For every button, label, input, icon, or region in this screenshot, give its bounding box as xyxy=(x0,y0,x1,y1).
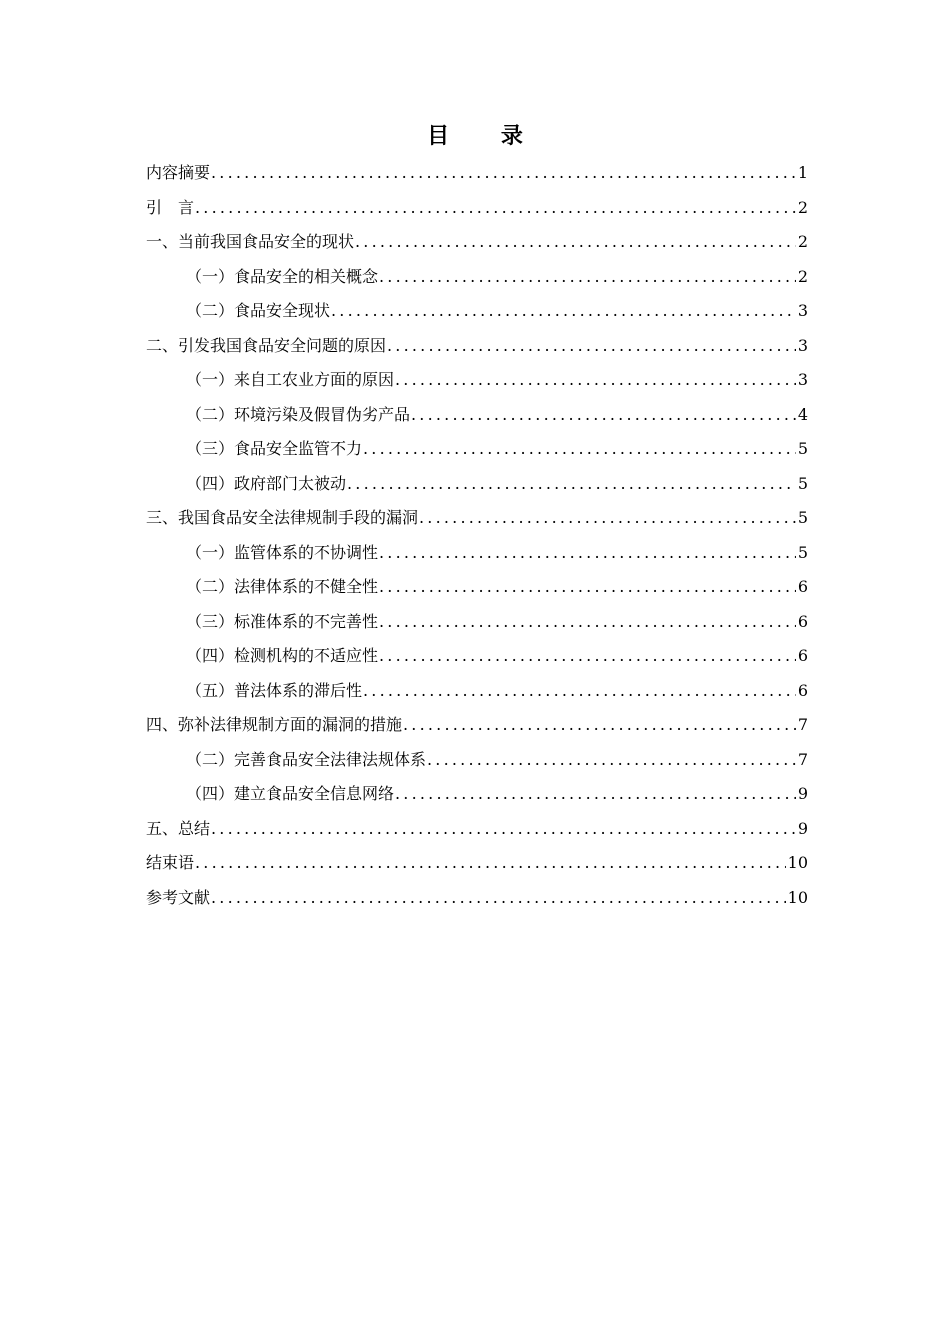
toc-entry[interactable] xyxy=(146,639,808,674)
toc-dot-leader xyxy=(347,467,796,502)
toc-entry-label: （三）食品安全监管不力 xyxy=(186,439,363,458)
toc-entry[interactable] xyxy=(146,846,808,881)
toc-title: 目 录 xyxy=(427,123,545,149)
toc-dot-leader xyxy=(379,536,796,571)
toc-dot-leader xyxy=(419,501,796,536)
toc-entry-page: 3 xyxy=(797,370,808,389)
toc-dot-leader xyxy=(379,260,796,295)
toc-entry[interactable] xyxy=(146,708,808,743)
toc-entry-page: 6 xyxy=(797,577,808,596)
toc-entry-label: 四、弥补法律规制方面的漏洞的措施 xyxy=(146,715,403,734)
toc-entry-page: 4 xyxy=(797,404,808,424)
toc-entry[interactable] xyxy=(146,467,808,502)
toc-entry-page: 7 xyxy=(797,715,808,734)
toc-entry-label: （四）检测机构的不适应性 xyxy=(186,646,379,665)
toc-entry-page: 9 xyxy=(797,784,808,803)
toc-entry[interactable] xyxy=(146,260,808,295)
toc-entry-page: 9 xyxy=(797,818,808,838)
toc-entry-page: 10 xyxy=(787,887,808,907)
toc-dot-leader xyxy=(331,294,796,329)
toc-dot-leader xyxy=(395,777,796,812)
toc-entry[interactable] xyxy=(146,743,808,778)
toc-dot-leader xyxy=(211,881,786,916)
toc-entry-label: （二）环境污染及假冒伪劣产品 xyxy=(186,404,411,424)
toc-dot-leader xyxy=(211,812,796,847)
toc-dot-leader xyxy=(411,398,796,433)
toc-dot-leader xyxy=(427,743,796,778)
toc-entry-label: 一、当前我国食品安全的现状 xyxy=(146,232,355,251)
toc-dot-leader xyxy=(379,570,796,605)
toc-entry-label: （四）建立食品安全信息网络 xyxy=(186,784,395,803)
toc-entry-page: 6 xyxy=(797,611,808,631)
toc-entry-label: （一）监管体系的不协调性 xyxy=(186,542,379,562)
toc-dot-leader xyxy=(363,432,796,467)
toc-dot-leader xyxy=(379,639,796,674)
toc-entry-page: 1 xyxy=(797,163,808,182)
toc-dot-leader xyxy=(403,708,796,743)
toc-entry[interactable] xyxy=(146,329,808,364)
toc-entry-page: 3 xyxy=(797,335,808,355)
toc-entry[interactable] xyxy=(146,156,808,191)
toc-entry-label: （三）标准体系的不完善性 xyxy=(186,611,379,631)
toc-entry[interactable] xyxy=(146,812,808,847)
toc-entry[interactable] xyxy=(146,191,808,226)
toc-dot-leader xyxy=(395,363,796,398)
toc-entry-page: 5 xyxy=(797,473,808,493)
toc-entry[interactable] xyxy=(146,570,808,605)
toc-dot-leader xyxy=(355,225,796,260)
toc-dot-leader xyxy=(195,846,786,881)
toc-entry-page: 7 xyxy=(797,749,808,769)
toc-entry-label: 结束语 xyxy=(146,853,195,872)
toc-entry-page: 5 xyxy=(797,542,808,562)
toc-dot-leader xyxy=(379,605,796,640)
toc-entry-label: 内容摘要 xyxy=(146,163,211,182)
toc-entry-page: 2 xyxy=(797,266,808,286)
toc-entry[interactable] xyxy=(146,536,808,571)
toc-entry-label: （一）来自工农业方面的原因 xyxy=(186,370,395,389)
toc-entry[interactable] xyxy=(146,363,808,398)
toc-entry-page: 5 xyxy=(797,508,808,527)
toc-entry-label: 五、总结 xyxy=(146,818,211,838)
toc-entry[interactable] xyxy=(146,294,808,329)
toc-entry-label: （二）完善食品安全法律法规体系 xyxy=(186,749,427,769)
toc-entry-label: （五）普法体系的滞后性 xyxy=(186,680,363,700)
toc-list xyxy=(146,156,808,915)
toc-entry-label: 二、引发我国食品安全问题的原因 xyxy=(146,335,387,355)
toc-entry-label: 三、我国食品安全法律规制手段的漏洞 xyxy=(146,508,419,527)
toc-dot-leader xyxy=(363,674,796,709)
toc-entry[interactable] xyxy=(146,674,808,709)
toc-entry[interactable] xyxy=(146,432,808,467)
toc-dot-leader xyxy=(387,329,796,364)
toc-entry[interactable] xyxy=(146,501,808,536)
toc-dot-leader xyxy=(211,156,796,191)
toc-entry-page: 3 xyxy=(797,301,808,320)
toc-entry-page: 6 xyxy=(797,646,808,665)
toc-entry-label: （二）法律体系的不健全性 xyxy=(186,577,379,596)
toc-entry-page: 10 xyxy=(787,853,808,872)
toc-entry[interactable] xyxy=(146,605,808,640)
toc-entry-page: 2 xyxy=(797,197,808,217)
toc-entry[interactable] xyxy=(146,225,808,260)
toc-entry[interactable] xyxy=(146,881,808,916)
toc-entry-label: （四）政府部门太被动 xyxy=(186,473,347,493)
toc-entry[interactable] xyxy=(146,777,808,812)
toc-entry-label: 参考文献 xyxy=(146,887,211,907)
toc-dot-leader xyxy=(195,191,796,226)
toc-entry[interactable] xyxy=(146,398,808,433)
toc-entry-page: 2 xyxy=(797,232,808,251)
toc-entry-label: （一）食品安全的相关概念 xyxy=(186,266,379,286)
toc-entry-label: 引 言 xyxy=(146,197,195,217)
toc-entry-page: 5 xyxy=(797,439,808,458)
toc-entry-page: 6 xyxy=(797,680,808,700)
toc-entry-label: （二）食品安全现状 xyxy=(186,301,331,320)
